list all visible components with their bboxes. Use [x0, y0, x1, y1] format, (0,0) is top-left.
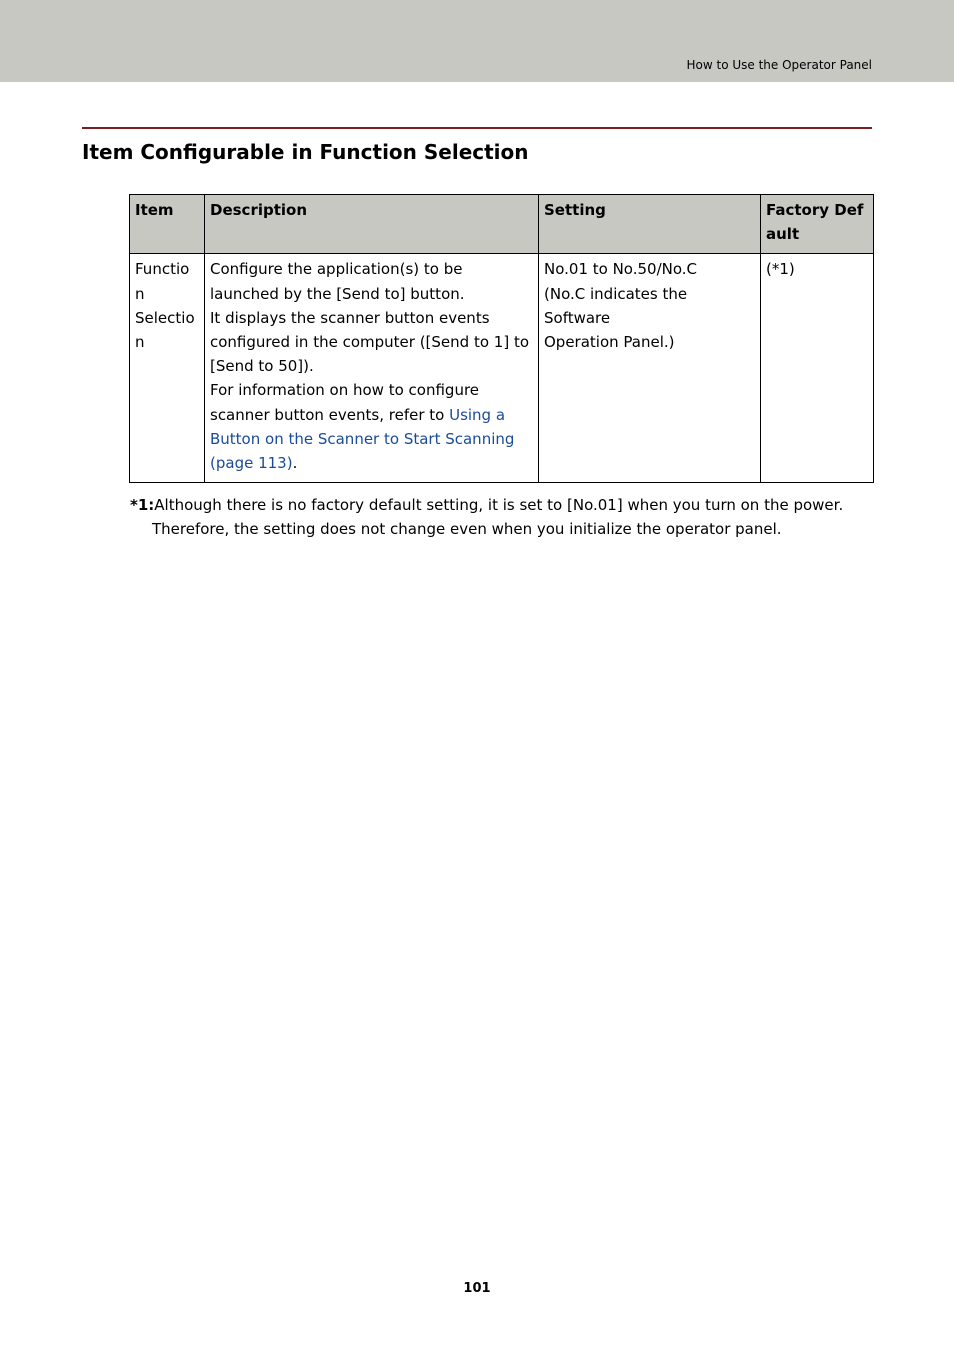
table-header-row — [130, 195, 874, 254]
description-ref-text: scanner button events, refer to — [210, 405, 450, 424]
cell-item — [130, 254, 205, 483]
description-line: For information on how to configure — [210, 381, 480, 400]
function-selection-table — [129, 194, 874, 483]
description-suffix: . — [292, 454, 298, 473]
chapter-title: How to Use the Operator Panel — [686, 58, 872, 72]
section-title: Item Configurable in Function Selection — [82, 140, 529, 164]
cross-reference-link[interactable]: Button on the Scanner to Start Scanning — [210, 429, 515, 448]
table-row — [130, 254, 874, 483]
description-line: configured in the computer ([Send to 1] to — [210, 333, 529, 352]
description-line: Configure the application(s) to be — [210, 260, 463, 279]
footnote-line: Therefore, the setting does not change even when you initialize the operator panel. — [152, 520, 782, 539]
header-description: Description — [205, 195, 539, 254]
section-divider — [82, 127, 872, 129]
item-line: n — [135, 284, 145, 303]
header-factory-default: Factory Default — [761, 195, 874, 254]
item-line: Selectio — [135, 308, 195, 327]
description-line — [210, 451, 534, 475]
footnote — [130, 493, 870, 541]
cell-setting — [539, 254, 761, 483]
item-line: n — [135, 333, 145, 352]
setting-line: Operation Panel.) — [544, 333, 675, 352]
cross-reference-page-link[interactable]: (page 113) — [210, 454, 293, 473]
description-line: launched by the [Send to] button. — [210, 284, 465, 303]
page-number: 101 — [463, 1281, 491, 1296]
footnote-mark: *1: — [130, 496, 155, 514]
setting-line: No.01 to No.50/No.C — [544, 260, 698, 279]
description-line — [210, 403, 534, 427]
setting-line: (No.C indicates the Software — [544, 284, 688, 327]
description-line: It displays the scanner button events — [210, 308, 490, 327]
page-header — [0, 0, 954, 82]
description-line: [Send to 50]). — [210, 357, 314, 376]
header-item: Item — [130, 195, 205, 254]
header-setting: Setting — [539, 195, 761, 254]
cell-factory-default: (*1) — [761, 254, 874, 483]
cell-description — [205, 254, 539, 483]
item-line: Functio — [135, 260, 190, 279]
cross-reference-link[interactable]: Using a — [449, 405, 506, 424]
footnote-line: Although there is no factory default setting, it is set to [No.01] when you turn on the power. — [154, 496, 844, 514]
